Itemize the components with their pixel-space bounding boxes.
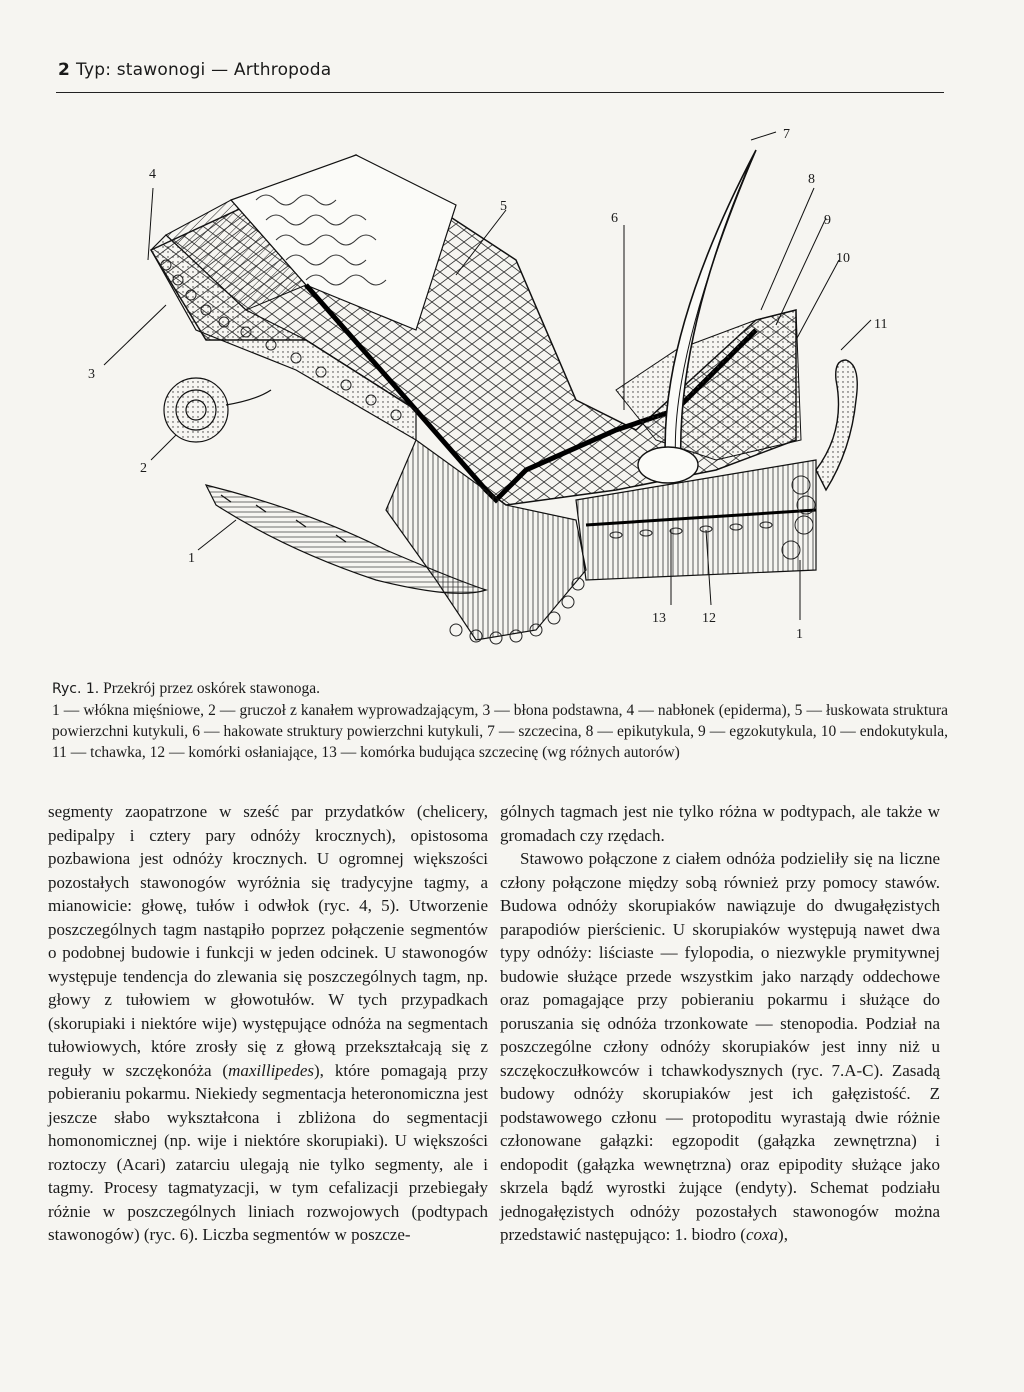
gland [164, 378, 271, 442]
cuticle-illustration [56, 110, 956, 670]
header-title: Typ: stawonogi — Arthropoda [76, 60, 332, 80]
figure-label: 11 [874, 317, 888, 332]
figure-number: Ryc. 1. [52, 681, 100, 697]
figure-label: 4 [149, 167, 156, 182]
figure-label: 6 [611, 211, 618, 226]
figure-legend: 1 — włókna mięśniowe, 2 — gruczoł z kanałem wyprowadzającym, 3 — błona podstawna, 4 — nabłonek (epiderma), 5 — łuskowata struktura powierzchni kutykuli, 6 — hakowate struktury powierzchni kutykuli, 7 — szczecina, 8 — epikutykula, 9 — egzokutykula, 10 — endokutykula, 11 — tchawka, 12 — komórki osłaniające, 13 — komórka budująca szczecinę (wg różnych autorów) [52, 702, 948, 761]
paragraph: Stawowo połączone z ciałem odnóża podzieliły się na liczne człony połączone między sobą również przy pomocy stawów. Budowa odnóży skorupiaków nawiązuje do dwugałęzistych parapodiów pierścienic. U skorupiaków występują nawet dwa typy odnóży: liściaste — fylopodia, o niezwykle prymitywnej budowie służące przede wszystkim jako narządy oddechowe oraz pomagające przy pobieraniu pokarmu i służące do poruszania się odnóża trzonkowate — stenopodia. Podział na poszczególne człony odnóży skorupiaków jest inny niż u szczękoczułkowców i tchawkodysznych (ryc. 7.A-C). Zasadą budowy odnóży skorupiaków jest ich gałęzistość. Z podstawowego członu — protopoditu wyrastają dwie różnie członowane gałązki: egzopodit (gałązka zewnętrzna) i endopodit (gałązka wewnętrzna) oraz epipodity służące jako skrzela bądź wyrostki żujące (endyty). Schemat podziału jednogałęzistych odnóży pozostałych stawonogów można przedstawić następująco: 1. biodro (coxa), [500, 849, 940, 1244]
figure-label: 1 [796, 627, 803, 642]
figure-label: 3 [88, 367, 95, 382]
figure-caption [52, 678, 948, 763]
figure-label: 10 [836, 251, 850, 266]
text-column-right [500, 800, 940, 1247]
figure-label: 13 [652, 611, 666, 626]
figure-label: 8 [808, 172, 815, 187]
paragraph: segmenty zaopatrzone w sześć par przydatków (chelicery, pedipalpy i cztery pary odnóży krocznych), opistosoma pozbawiona jest odnóży krocznych. U ogromnej większości pozostałych stawonogów wyróżnia się tradycyjne tagmy, a mianowicie: głowę, tułów i odwłok (ryc. 4, 5). Utworzenie poszczególnych tagm nastąpiło poprzez połączenie segmentów o podobnej budowie i funkcji w jeden odcinek. U stawonogów występuje tendencja do zlewania się poszczególnych tagm, np. głowy z tułowiem w głowotułów. W tych przypadkach (skorupiaki i niektóre wije) występujące odnóża na segmentach tułowiowych, które zrosły się z głową przekształcają się z reguły w szczękonóża (maxillipedes), które pomagają przy pobieraniu pokarmu. Niekiedy segmentacja heteronomiczna jest jeszcze słabo wykształcona i zbliżona do segmentacji homonomicznej (np. wije i niektóre skorupiaki). U większości roztoczy (Acari) zatarciu ulegają nie tylko segmenty, ale i tagmy. Procesy tagmatyzacji, w tym cefalizacji przebiegały różnie w poszczególnych liniach rozwojowych (podtypach stawonogów) (ryc. 6). Liczba segmentów w poszcze- [48, 802, 488, 1244]
trachea [816, 360, 857, 490]
paragraph: gólnych tagmach jest nie tylko różna w podtypach, ale także w gromadach czy rzędach. [500, 802, 940, 845]
page-number: 2 [58, 60, 71, 80]
figure-label: 9 [824, 213, 831, 228]
figure-label: 2 [140, 461, 147, 476]
figure-label: 1 [188, 551, 195, 566]
figure-label: 7 [783, 127, 790, 142]
figure-cuticle-section [56, 110, 956, 670]
text-column-left [48, 800, 488, 1247]
running-head [58, 60, 331, 80]
figure-label: 12 [702, 611, 716, 626]
figure-title: Przekrój przez oskórek stawonoga. [103, 680, 321, 697]
figure-label: 5 [500, 199, 507, 214]
seta-socket [638, 447, 698, 483]
header-rule [56, 92, 944, 93]
